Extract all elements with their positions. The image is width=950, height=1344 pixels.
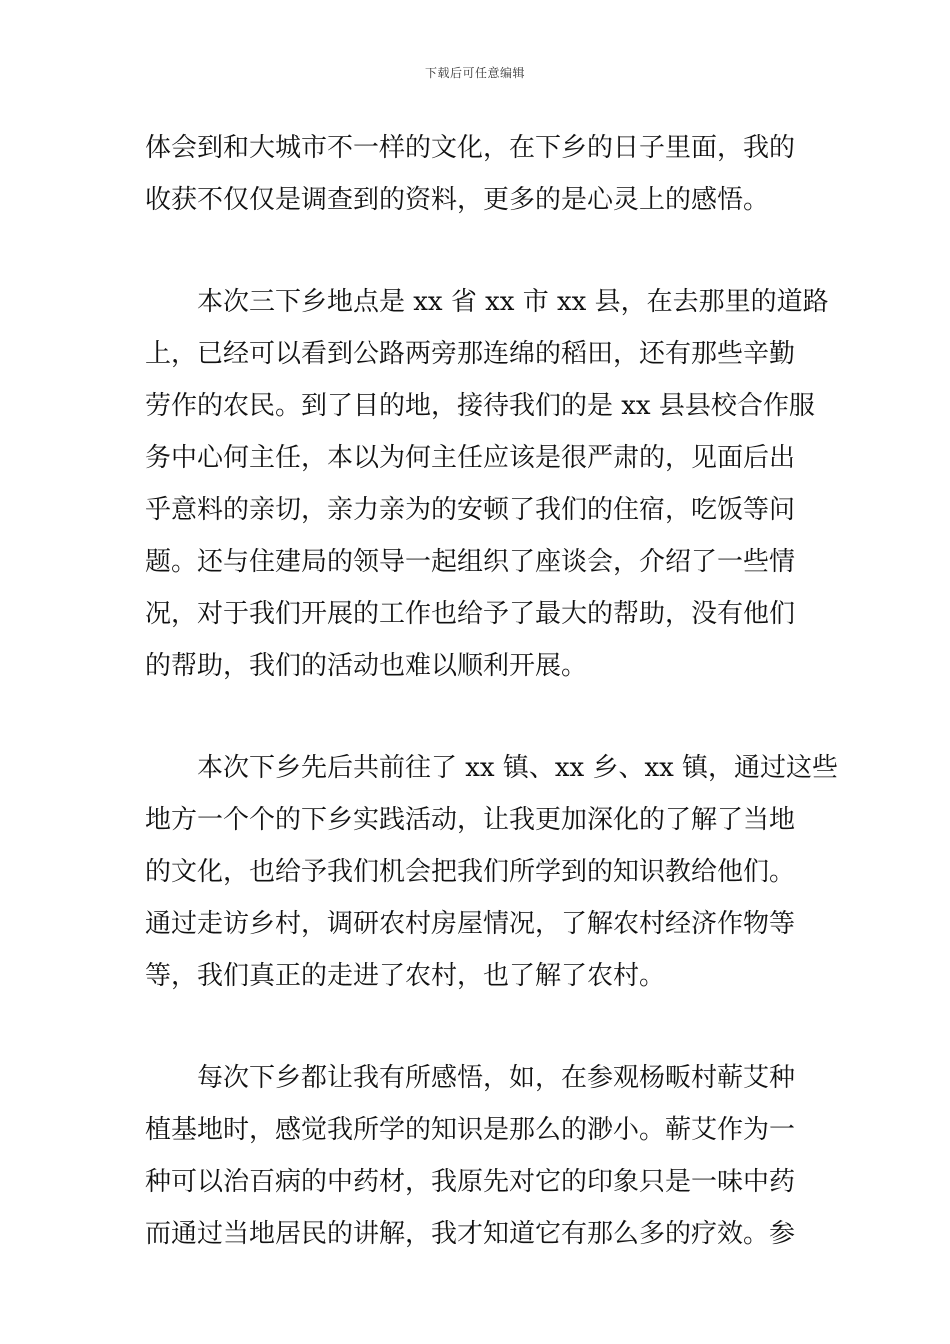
text-line: 地方一个个的下乡实践活动，让我更加深化的了解了当地 bbox=[145, 805, 796, 835]
text-line: 的文化，也给予我们机会把我们所学到的知识教给他们。 bbox=[145, 857, 796, 887]
text-line: 题。还与住建局的领导一起组织了座谈会，介绍了一些情 bbox=[145, 547, 796, 577]
text-line: 务中心何主任，本以为何主任应该是很严肃的，见面后出 bbox=[145, 443, 796, 473]
text-line: 的帮助，我们的活动也难以顺利开展。 bbox=[145, 651, 588, 681]
text-line: 劳作的农民。到了目的地，接待我们的是 xx 县县校合作服 bbox=[145, 391, 815, 421]
text-line: 乎意料的亲切，亲力亲为的安顿了我们的住宿，吃饭等问 bbox=[145, 495, 796, 525]
page-header-note: 下载后可任意编辑 bbox=[424, 66, 525, 80]
text-line: 种可以治百病的中药材，我原先对它的印象只是一味中药 bbox=[145, 1167, 796, 1197]
paragraph-2 bbox=[145, 276, 829, 692]
paragraph-4 bbox=[145, 1052, 805, 1260]
text-line: 等，我们真正的走进了农村，也了解了农村。 bbox=[145, 961, 666, 991]
paragraph-gap bbox=[145, 692, 805, 742]
text-line: 每次下乡都让我有所感悟，如，在参观杨畈村蕲艾种 bbox=[197, 1063, 796, 1093]
text-line: 体会到和大城市不一样的文化，在下乡的日子里面，我的 bbox=[145, 133, 796, 163]
text-line: 而通过当地居民的讲解，我才知道它有那么多的疗效。参 bbox=[145, 1219, 796, 1249]
document-body bbox=[145, 122, 839, 1260]
text-line: 收获不仅仅是调查到的资料，更多的是心灵上的感悟。 bbox=[145, 185, 770, 215]
text-line: 本次三下乡地点是 xx 省 xx 市 xx 县，在去那里的道路 bbox=[197, 287, 829, 317]
text-line: 本次下乡先后共前往了 xx 镇、xx 乡、xx 镇，通过这些 bbox=[197, 753, 839, 783]
text-line: 况，对于我们开展的工作也给予了最大的帮助，没有他们 bbox=[145, 599, 796, 629]
paragraph-gap bbox=[145, 1002, 805, 1052]
paragraph-1 bbox=[145, 122, 805, 226]
text-line: 通过走访乡村，调研农村房屋情况，了解农村经济作物等 bbox=[145, 909, 796, 939]
paragraph-gap bbox=[145, 226, 805, 276]
text-line: 上，已经可以看到公路两旁那连绵的稻田，还有那些辛勤 bbox=[145, 339, 796, 369]
text-line: 植基地时，感觉我所学的知识是那么的渺小。蕲艾作为一 bbox=[145, 1115, 796, 1145]
paragraph-3 bbox=[145, 742, 839, 1002]
